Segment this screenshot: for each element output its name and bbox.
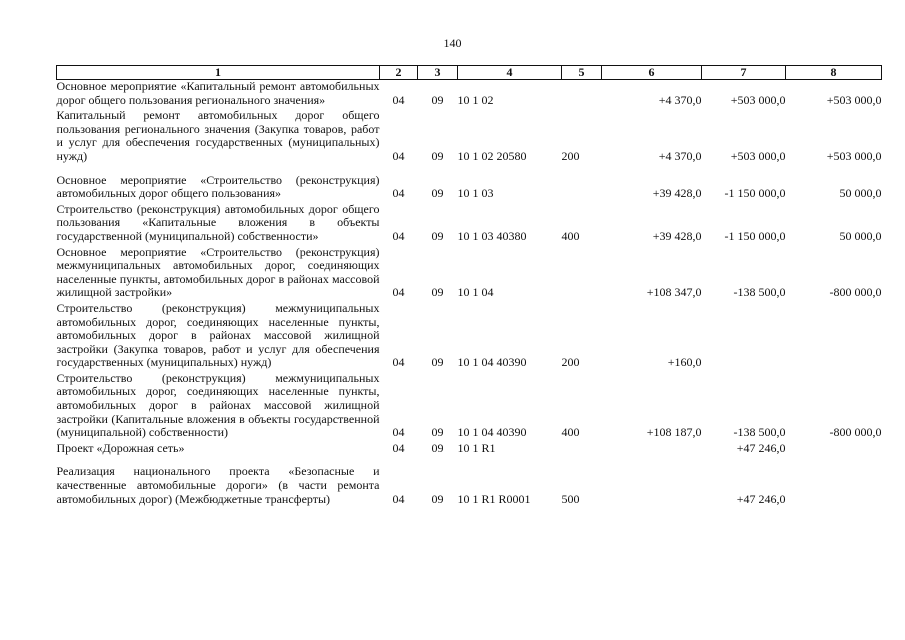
cell-section: 04 [392,92,405,107]
cell-subsection: 09 [431,148,444,163]
cell-subsection: 09 [431,491,444,506]
col-header-4: 4 [458,66,562,80]
cell-amount-6: +108 347,0 [646,285,702,300]
row-name: Проект «Дорожная сеть» [56,440,185,455]
cell-target-item: 10 1 02 [457,92,494,107]
cell-amount-6: +4 370,0 [658,92,702,107]
cell-expense-type [562,166,602,203]
cell-amount-7: +47 246,0 [736,491,786,506]
cell-target-item: 10 1 03 40380 [457,228,527,243]
cell-section: 04 [392,228,405,243]
cell-amount-6: +4 370,0 [658,148,702,163]
col-header-8: 8 [786,66,882,80]
row-name: Строительство (реконструкция) межмуниципальных автомобильных дорог, соединяющих населенные пункты, автомобильных дорог в районах массовой жилищной застройки (Капитальные вложения в объекты государственной (муниципальной) собственности) [56,370,380,440]
cell-target-item: 10 1 02 20580 [457,148,527,163]
cell-amount-6 [602,457,702,508]
cell-target-item: 10 1 04 40390 [457,425,527,440]
row-name: Реализация национального проекта «Безопасные и качественные автомобильные дороги» (в части ремонта автомобильных дорог) (Межбюджетные трансферты) [56,464,380,506]
cell-amount-7: -138 500,0 [733,425,786,440]
row-name: Основное мероприятие «Строительство (реконструкция) автомобильных дорог общего пользования» [56,172,380,201]
row-name: Основное мероприятие «Строительство (реконструкция) межмуниципальных автомобильных дорог, соединяющих населенные пункты, автомобильных дорог в районах массовой жилищной застройки» [56,244,380,300]
table-row [57,372,882,442]
table-row [57,442,882,458]
row-name: Капитальный ремонт автомобильных дорог общего пользования регионального значения (Закупка товаров, работ и услуг для обеспечения государственных (муниципальных) нужд) [56,108,380,163]
cell-expense-type [562,246,602,302]
table-row [57,457,882,508]
cell-amount-7: -1 150 000,0 [724,228,786,243]
cell-section: 04 [392,440,405,455]
cell-amount-8: +503 000,0 [826,92,882,107]
cell-amount-6: +108 187,0 [646,425,702,440]
cell-amount-7 [702,302,786,372]
cell-amount-6: +39 428,0 [652,186,702,201]
cell-section: 04 [392,491,405,506]
cell-amount-7: +47 246,0 [736,440,786,455]
cell-amount-6: +39 428,0 [652,228,702,243]
cell-section: 04 [392,355,405,370]
col-header-2: 2 [380,66,418,80]
cell-amount-7: -1 150 000,0 [724,186,786,201]
cell-subsection: 09 [431,186,444,201]
cell-subsection: 09 [431,228,444,243]
cell-amount-7: -138 500,0 [733,285,786,300]
col-header-3: 3 [418,66,458,80]
cell-subsection: 09 [431,355,444,370]
cell-amount-8: 50 000,0 [839,186,882,201]
cell-subsection: 09 [431,440,444,455]
cell-amount-7: +503 000,0 [730,92,786,107]
row-name: Строительство (реконструкция) автомобильных дорог общего пользования «Капитальные вложения в объекты государственной (муниципальной) собственности» [56,201,380,243]
cell-subsection: 09 [431,425,444,440]
cell-amount-8 [786,442,882,458]
table-row [57,80,882,110]
cell-section: 04 [392,186,405,201]
table-row [57,203,882,246]
table-row [57,109,882,165]
header-row [57,66,882,80]
cell-expense-type: 500 [561,491,580,506]
cell-amount-8 [786,302,882,372]
col-header-7: 7 [702,66,786,80]
page-number: 140 [443,36,462,50]
col-header-5: 5 [562,66,602,80]
row-name: Основное мероприятие «Капитальный ремонт автомобильных дорог общего пользования регионального значения» [56,79,380,107]
cell-expense-type [562,442,602,458]
cell-amount-8: -800 000,0 [829,285,882,300]
cell-subsection: 09 [431,285,444,300]
cell-expense-type: 400 [561,228,580,243]
cell-target-item: 10 1 R1 R0001 [457,491,531,506]
cell-expense-type: 400 [561,425,580,440]
cell-target-item: 10 1 03 [457,186,494,201]
cell-amount-7: +503 000,0 [730,148,786,163]
cell-target-item: 10 1 04 [457,285,494,300]
cell-target-item: 10 1 04 40390 [457,355,527,370]
table-row [57,302,882,372]
cell-amount-8 [786,457,882,508]
cell-amount-8: 50 000,0 [839,228,882,243]
cell-section: 04 [392,425,405,440]
cell-section: 04 [392,148,405,163]
cell-amount-8: +503 000,0 [826,148,882,163]
col-header-1: 1 [57,66,380,80]
cell-expense-type [562,80,602,110]
cell-expense-type: 200 [561,355,580,370]
cell-expense-type: 200 [561,148,580,163]
table-row [57,166,882,203]
cell-amount-6: +160,0 [667,355,702,370]
cell-target-item: 10 1 R1 [457,440,496,455]
row-name: Строительство (реконструкция) межмуниципальных автомобильных дорог, соединяющих населенные пункты, автомобильных дорог в районах массовой жилищной застройки (Закупка товаров, работ и услуг для обеспечения государственных (муниципальных) нужд) [56,300,380,370]
col-header-6: 6 [602,66,702,80]
cell-subsection: 09 [431,92,444,107]
cell-amount-6 [602,442,702,458]
budget-table [56,65,882,508]
cell-section: 04 [392,285,405,300]
cell-amount-8: -800 000,0 [829,425,882,440]
table-row [57,246,882,302]
